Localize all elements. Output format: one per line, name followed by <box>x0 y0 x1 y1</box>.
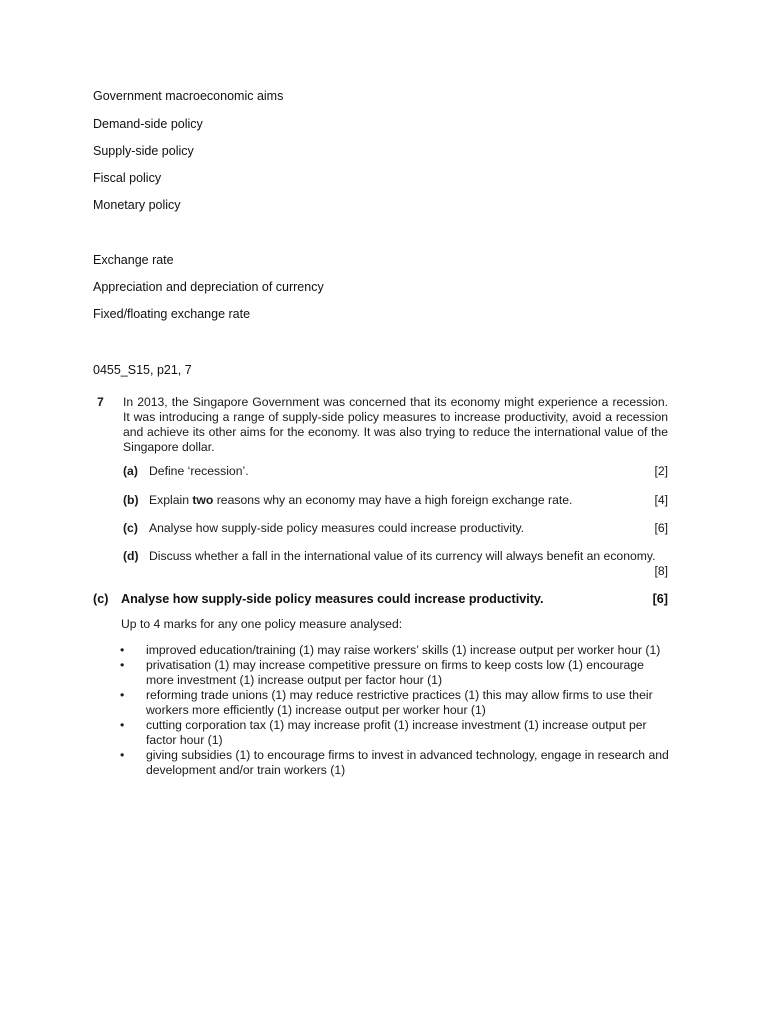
topic-fixed-floating-exchange-rate: Fixed/floating exchange rate <box>93 307 251 321</box>
topic-fiscal-policy: Fiscal policy <box>93 171 162 185</box>
mark-scheme-label: (c) <box>93 592 109 606</box>
bullet-text: privatisation (1) may increase competitive pressure on firms to keep costs low (1) encourage more investment (1) increase output per factor hour (1) <box>146 658 644 687</box>
bullet-icon: • <box>120 718 125 732</box>
bullet-text: improved education/training (1) may raise workers’ skills (1) increase output per worker hour (1) <box>146 643 661 657</box>
part-marks: [4] <box>654 493 668 507</box>
part-label: (c) <box>123 521 138 535</box>
part-label: (a) <box>123 464 138 478</box>
bullet-text: reforming trade unions (1) may reduce restrictive practices (1) this may allow firms to use their workers more efficiently (1) increase output per worker hour (1) <box>146 688 653 717</box>
part-text-bold: two <box>192 493 214 507</box>
part-label: (b) <box>123 493 139 507</box>
topic-demand-side-policy: Demand-side policy <box>93 117 203 131</box>
part-marks: [2] <box>654 464 668 478</box>
topic-appreciation-depreciation: Appreciation and depreciation of currency <box>93 280 324 294</box>
list-item <box>118 658 670 688</box>
topic-monetary-policy: Monetary policy <box>93 198 181 212</box>
bullet-icon: • <box>120 643 125 657</box>
part-text: Discuss whether a fall in the international value of its currency will always benefit an economy. <box>149 549 656 563</box>
part-text: Define ‘recession’. <box>149 464 249 478</box>
part-text <box>149 493 572 508</box>
list-item <box>118 718 670 748</box>
bullet-icon: • <box>120 658 125 672</box>
mark-scheme-title: Analyse how supply-side policy measures could increase productivity. <box>121 592 544 606</box>
paper-reference: 0455_S15, p21, 7 <box>93 363 192 377</box>
list-item <box>118 748 670 778</box>
part-marks: [6] <box>654 521 668 535</box>
list-item <box>118 643 670 658</box>
part-text-after: reasons why an economy may have a high foreign exchange rate. <box>213 493 573 507</box>
question-stem: In 2013, the Singapore Government was concerned that its economy might experience a recession. It was introducing a range of supply-side policy measures to increase productivity, avoid a recession and achieve its other aims for the economy. It was also trying to reduce the international value of the Singapore dollar. <box>123 395 668 454</box>
part-text-before: Explain <box>149 493 193 507</box>
topic-heading-macro-aims: Government macroeconomic aims <box>93 89 284 103</box>
part-label: (d) <box>123 549 139 563</box>
part-marks: [8] <box>654 564 668 578</box>
list-item <box>118 688 670 718</box>
mark-scheme-intro: Up to 4 marks for any one policy measure analysed: <box>121 617 403 631</box>
part-text: Analyse how supply-side policy measures could increase productivity. <box>149 521 525 535</box>
question-number: 7 <box>97 395 104 409</box>
mark-scheme-marks: [6] <box>652 592 668 606</box>
bullet-icon: • <box>120 688 125 702</box>
topic-supply-side-policy: Supply-side policy <box>93 144 194 158</box>
topic-exchange-rate: Exchange rate <box>93 253 174 267</box>
bullet-icon: • <box>120 748 125 762</box>
bullet-text: giving subsidies (1) to encourage firms to invest in advanced technology, engage in research and development and/or train workers (1) <box>146 748 669 777</box>
bullet-text: cutting corporation tax (1) may increase profit (1) increase investment (1) increase output per factor hour (1) <box>146 718 647 747</box>
mark-scheme-bullets <box>118 643 670 778</box>
